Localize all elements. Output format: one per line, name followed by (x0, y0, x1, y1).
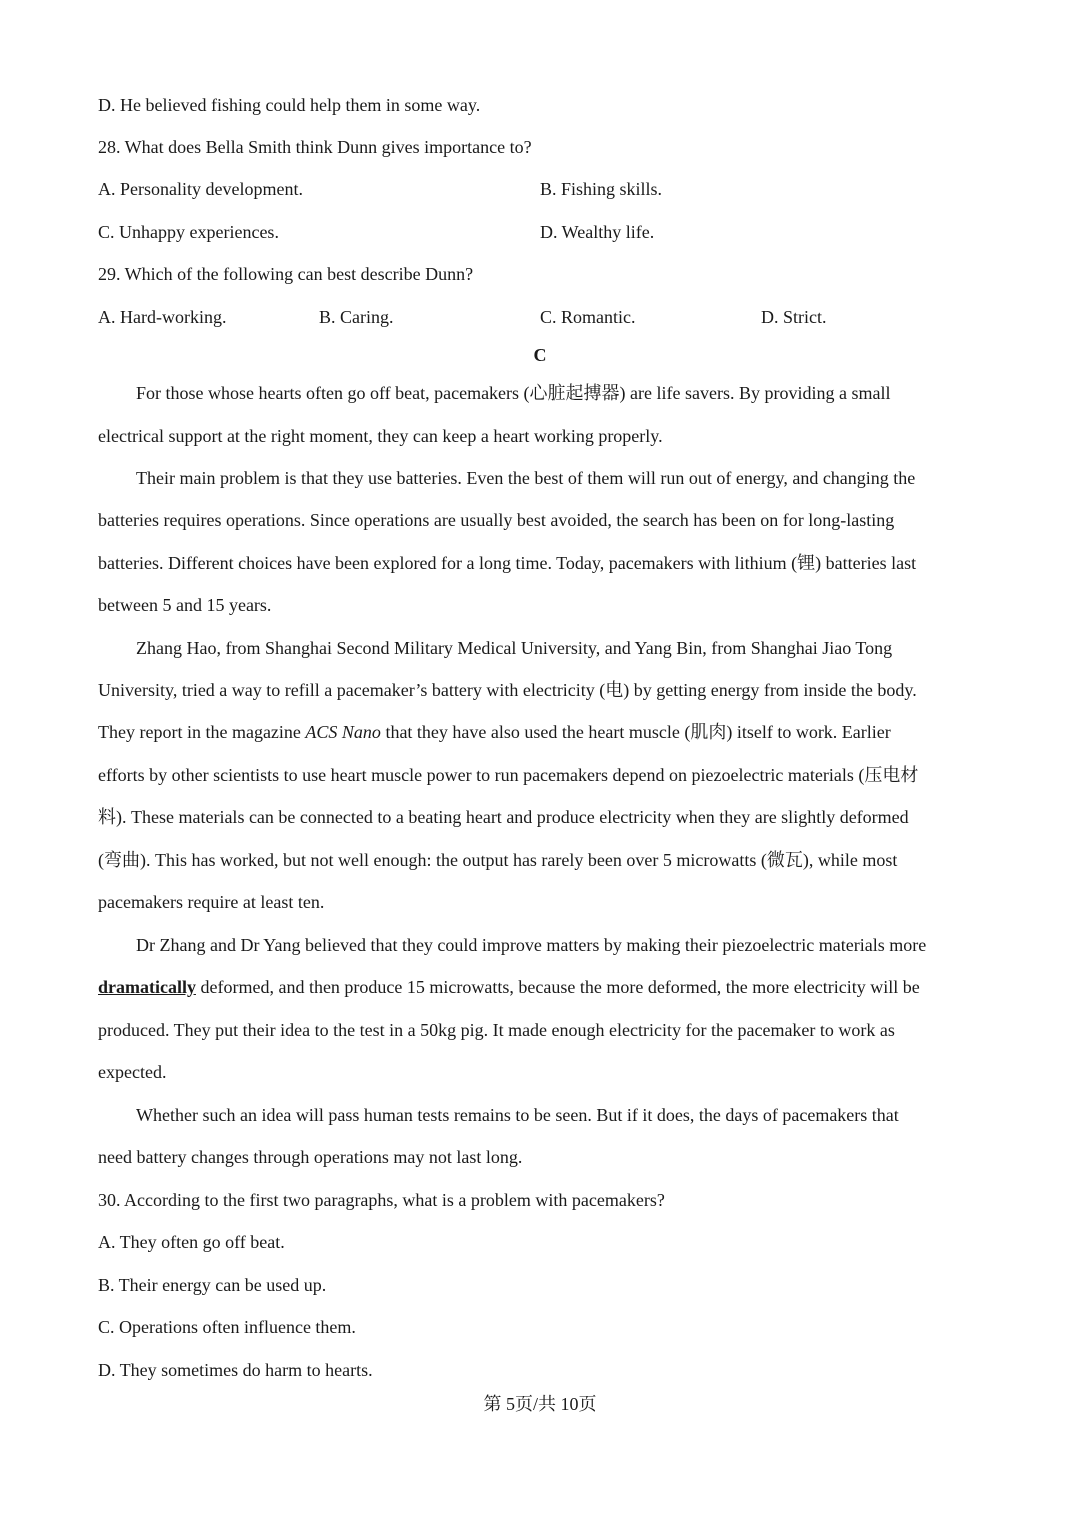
passage-line: batteries requires operations. Since operations are usually best avoided, the search has been on for long-lasting (98, 510, 895, 530)
q30-option-d: D. They sometimes do harm to hearts. (98, 1360, 373, 1380)
passage-line: 料). These materials can be connected to a beating heart and produce electricity when they are slightly deformed (98, 807, 909, 827)
passage-line: need battery changes through operations may not last long. (98, 1147, 523, 1167)
magazine-title: ACS Nano (305, 722, 381, 742)
passage-line: Dr Zhang and Dr Yang believed that they could improve matters by making their piezoelectric materials more (136, 935, 927, 955)
passage-line: batteries. Different choices have been explored for a long time. Today, pacemakers with lithium (锂) batteries last (98, 553, 917, 573)
passage-line: pacemakers require at least ten. (98, 892, 325, 912)
passage-text: that they have also used the heart muscle (肌肉) itself to work. Earlier (380, 722, 891, 742)
passage-line: produced. They put their idea to the test in a 50kg pig. It made enough electricity for the pacemaker to work as (98, 1020, 895, 1040)
q29-option-a: A. Hard-working. (98, 307, 227, 327)
underlined-word: dramatically (98, 977, 196, 997)
passage-line: (弯曲). This has worked, but not well enough: the output has rarely been over 5 microwatts (微瓦), while most (98, 850, 898, 870)
passage-text: They report in the magazine (98, 722, 306, 742)
page-footer: 第 5页/共 10页 (483, 1394, 597, 1414)
section-title: C (533, 345, 547, 365)
q29-stem: 29. Which of the following can best describe Dunn? (98, 264, 474, 284)
passage-line: Zhang Hao, from Shanghai Second Military Medical University, and Yang Bin, from Shanghai Jiao Tong (136, 638, 893, 658)
passage-line: Whether such an idea will pass human tests remains to be seen. But if it does, the days of pacemakers that (136, 1105, 899, 1125)
q29-option-d: D. Strict. (761, 307, 827, 327)
q28-option-a: A. Personality development. (98, 179, 303, 199)
q30-option-c: C. Operations often influence them. (98, 1317, 356, 1337)
q29-option-b: B. Caring. (319, 307, 394, 327)
passage-line: expected. (98, 1062, 167, 1082)
passage-text: deformed, and then produce 15 microwatts, because the more deformed, the more electricity will be (195, 977, 920, 997)
q28-option-c: C. Unhappy experiences. (98, 222, 279, 242)
passage-line (98, 975, 920, 999)
q28-stem: 28. What does Bella Smith think Dunn gives importance to? (98, 137, 532, 157)
q28-option-d: D. Wealthy life. (540, 222, 655, 242)
q30-stem: 30. According to the first two paragraphs, what is a problem with pacemakers? (98, 1190, 665, 1210)
passage-line: For those whose hearts often go off beat, pacemakers (心脏起搏器) are life savers. By providing a small (136, 383, 891, 403)
passage-line: Their main problem is that they use batteries. Even the best of them will run out of energy, and changing the (136, 468, 916, 488)
q29-option-c: C. Romantic. (540, 307, 636, 327)
q30-option-a: A. They often go off beat. (98, 1232, 285, 1252)
q28-option-b: B. Fishing skills. (540, 179, 663, 199)
passage-line: between 5 and 15 years. (98, 595, 272, 615)
passage-line: University, tried a way to refill a pacemaker’s battery with electricity (电) by getting energy from inside the body. (98, 680, 917, 700)
passage-line: electrical support at the right moment, they can keep a heart working properly. (98, 426, 663, 446)
passage-line: efforts by other scientists to use heart muscle power to run pacemakers depend on piezoelectric materials (压电材 (98, 765, 919, 785)
q30-option-b: B. Their energy can be used up. (98, 1275, 327, 1295)
q27-option-d: D. He believed fishing could help them in some way. (98, 95, 481, 115)
passage-line (98, 720, 891, 744)
